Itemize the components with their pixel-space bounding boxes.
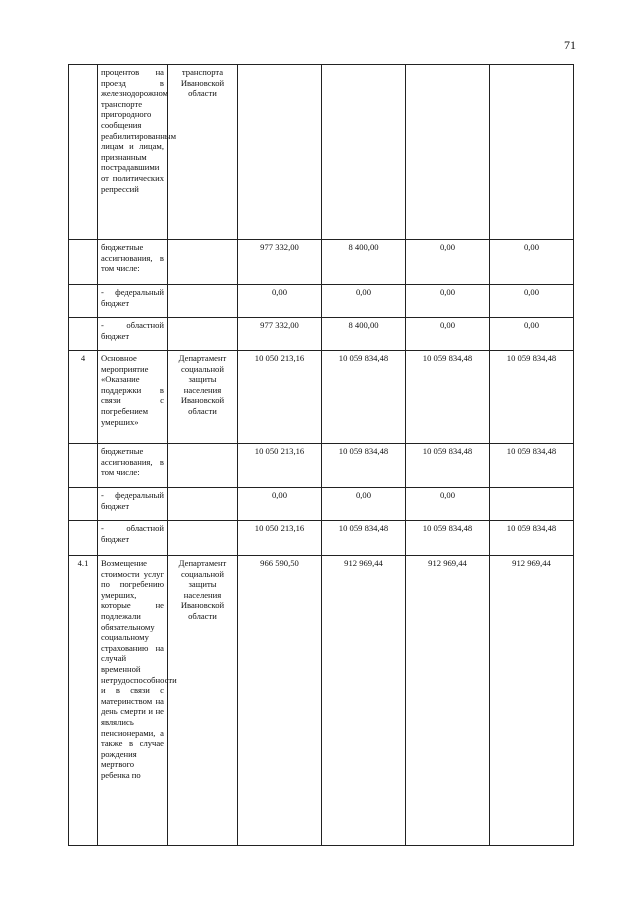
row-number: 4 bbox=[69, 351, 98, 444]
table-row bbox=[69, 556, 574, 846]
responsible-executor: транспорта Ивановской области bbox=[168, 65, 238, 240]
value-cell bbox=[238, 65, 322, 240]
value-cell: 0,00 bbox=[490, 285, 574, 318]
page-number: 71 bbox=[564, 38, 576, 52]
value-cell: 0,00 bbox=[322, 285, 406, 318]
responsible-executor bbox=[168, 488, 238, 521]
measure-description: бюджетные ассигнования, в том числе: bbox=[98, 444, 168, 488]
responsible-executor bbox=[168, 521, 238, 556]
value-cell: 10 059 834,48 bbox=[322, 521, 406, 556]
row-number bbox=[69, 285, 98, 318]
measure-description: - областной бюджет bbox=[98, 318, 168, 351]
row-number bbox=[69, 521, 98, 556]
value-cell: 0,00 bbox=[490, 240, 574, 285]
budget-table bbox=[68, 64, 574, 846]
value-cell: 0,00 bbox=[490, 318, 574, 351]
measure-description: Основное мероприятие «Оказание поддержки в связи с погребением умерших» bbox=[98, 351, 168, 444]
value-cell: 0,00 bbox=[406, 318, 490, 351]
table-row bbox=[69, 65, 574, 240]
value-cell: 912 969,44 bbox=[322, 556, 406, 846]
value-cell: 10 059 834,48 bbox=[322, 351, 406, 444]
value-cell: 8 400,00 bbox=[322, 318, 406, 351]
value-cell: 0,00 bbox=[238, 488, 322, 521]
value-cell bbox=[490, 488, 574, 521]
value-cell bbox=[406, 65, 490, 240]
row-number bbox=[69, 240, 98, 285]
value-cell: 0,00 bbox=[406, 240, 490, 285]
responsible-executor bbox=[168, 318, 238, 351]
value-cell: 10 059 834,48 bbox=[406, 351, 490, 444]
value-cell: 10 059 834,48 bbox=[322, 444, 406, 488]
value-cell: 10 059 834,48 bbox=[490, 444, 574, 488]
value-cell bbox=[490, 65, 574, 240]
responsible-executor bbox=[168, 444, 238, 488]
measure-description: - федеральный бюджет bbox=[98, 488, 168, 521]
value-cell: 977 332,00 bbox=[238, 318, 322, 351]
value-cell: 10 050 213,16 bbox=[238, 351, 322, 444]
measure-description: бюджетные ассигнования, в том числе: bbox=[98, 240, 168, 285]
row-number bbox=[69, 444, 98, 488]
table-row bbox=[69, 488, 574, 521]
value-cell: 10 059 834,48 bbox=[406, 444, 490, 488]
row-number bbox=[69, 65, 98, 240]
value-cell: 8 400,00 bbox=[322, 240, 406, 285]
value-cell: 10 059 834,48 bbox=[490, 521, 574, 556]
responsible-executor: Департамент социальной защиты населения Ивановской области bbox=[168, 351, 238, 444]
value-cell: 10 050 213,16 bbox=[238, 444, 322, 488]
measure-description: процентов на проезд в железнодорожном транспорте пригородного сообщения реабилитированным лицам и лицам, признанным пострадавшими от политических репрессий bbox=[98, 65, 168, 240]
responsible-executor bbox=[168, 240, 238, 285]
value-cell: 912 969,44 bbox=[490, 556, 574, 846]
row-number bbox=[69, 318, 98, 351]
value-cell: 912 969,44 bbox=[406, 556, 490, 846]
table-row bbox=[69, 351, 574, 444]
responsible-executor bbox=[168, 285, 238, 318]
value-cell: 966 590,50 bbox=[238, 556, 322, 846]
measure-description: - областной бюджет bbox=[98, 521, 168, 556]
value-cell: 10 059 834,48 bbox=[406, 521, 490, 556]
table-row bbox=[69, 240, 574, 285]
value-cell: 0,00 bbox=[322, 488, 406, 521]
value-cell bbox=[322, 65, 406, 240]
row-number: 4.1 bbox=[69, 556, 98, 846]
value-cell: 0,00 bbox=[238, 285, 322, 318]
table-row bbox=[69, 285, 574, 318]
measure-description: - федеральный бюджет bbox=[98, 285, 168, 318]
value-cell: 977 332,00 bbox=[238, 240, 322, 285]
value-cell: 0,00 bbox=[406, 285, 490, 318]
table-row bbox=[69, 318, 574, 351]
measure-description: Возмещение стоимости услуг по погребению умерших, которые не подлежали обязательному социальному страхованию на случай временной нетрудоспособности и в связи с материнством на день смерти и не являлись пенсионерами, а также в случае рождения мертвого ребенка по bbox=[98, 556, 168, 846]
row-number bbox=[69, 488, 98, 521]
table-row bbox=[69, 521, 574, 556]
table-row bbox=[69, 444, 574, 488]
value-cell: 0,00 bbox=[406, 488, 490, 521]
value-cell: 10 059 834,48 bbox=[490, 351, 574, 444]
responsible-executor: Департамент социальной защиты населения Ивановской области bbox=[168, 556, 238, 846]
value-cell: 10 050 213,16 bbox=[238, 521, 322, 556]
